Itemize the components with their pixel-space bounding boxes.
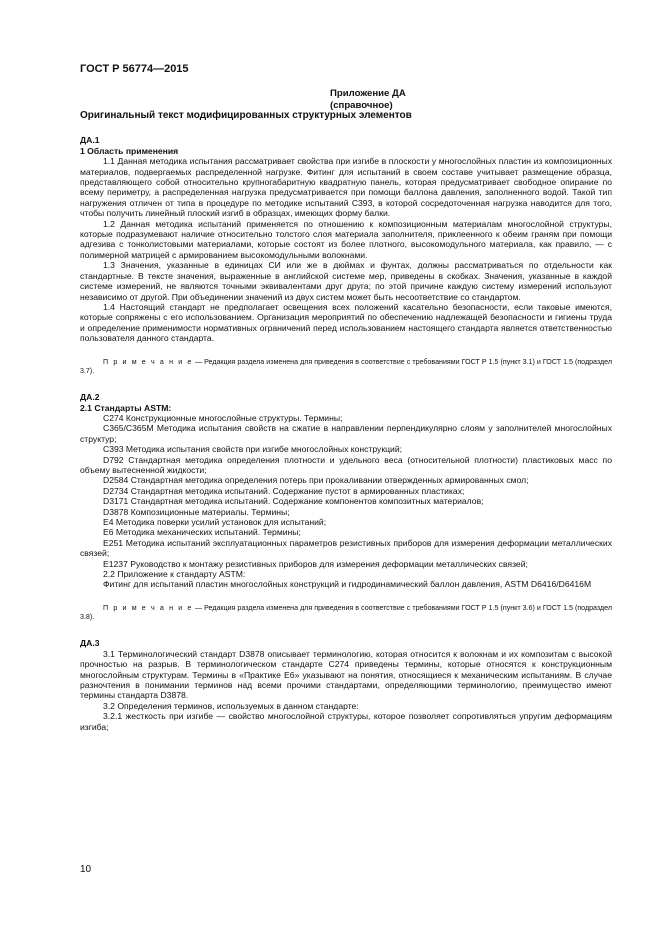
paragraph-1-4: 1.4 Настоящий стандарт не предполагает освещения всех положений касательно безопасности, если таковые имеются, которые сопряжены с его использованием. Организация мероприятий по обеспечению надлежащей безопасности и гигиены труда и определение применимости нормативных ограничений перед использованием настоящего стандарта является ответственностью пользователя данного стандарта. — [80, 301, 612, 344]
list-item: D792 Стандартная методика определения плотности и удельного веса (относительной плотности) пластиковых масс по объему вытесненной жидкости; — [80, 454, 612, 475]
note-da1-label: П р и м е ч а н и е — [103, 357, 193, 366]
page-content — [80, 88, 612, 732]
paragraph-3-2-1: 3.2.1 жесткость при изгибе — свойство многослойной структуры, которое позволяет сопротивляться упругим деформациям изгиба; — [80, 711, 612, 732]
list-item: Е1237 Руководство к монтажу резистивных приборов для измерения деформации металлических связей; — [103, 558, 528, 569]
paragraph-1-3: 1.3 Значения, указанные в единицах СИ или же в дюймах и фунтах, должны рассматриваться по отдельности как стандартные. В тексте значения, выраженные в английской системе мер, приведены в скобках. Значения, указанные в каждой системе измерений, не являются точными эквивалентами друг друга; по этой причине каждую систему измерений используют независимо от другой. При объединении значений из двух систем может быть несоответствие со стандартом. — [80, 260, 612, 302]
list-item: Е251 Методика испытаний эксплуатационных параметров резистивных приборов для измерения деформации металлических связей; — [80, 537, 612, 559]
appendix-title: Приложение ДА — [330, 88, 406, 99]
standard-header: ГОСТ Р 56774—2015 — [80, 63, 189, 75]
section-da1-label: ДА.1 — [80, 135, 100, 146]
list-item: D2584 Стандартная методика определения потерь при прокаливании отвержденных армированных смол; — [103, 475, 529, 486]
paragraph-3-2: 3.2 Определения терминов, используемых в данном стандарте: — [103, 700, 359, 711]
list-item: С365/С365М Методика испытания свойств на сжатие в направлении перпендикулярно слоям у заполнителей многослойных структур; — [80, 423, 612, 444]
list-item: С274 Конструкционные многослойные структуры. Термины; — [103, 412, 343, 423]
list-item: D2734 Стандартная методика испытаний. Содержание пустот в армированных пластиках; — [103, 485, 465, 496]
list-item: Е4 Методика поверки усилий установок для испытаний; — [103, 517, 327, 527]
list-item: 2.2 Приложение к стандарту ASTM: — [103, 569, 246, 580]
paragraph-3-1: 3.1 Терминологический стандарт D3878 описывает терминологию, которая относится к волокнам и их композитам с высокой прочностью на разрыв. В терминологическом стандарте С274 приведены термины, которые относятся к конструкционным многослойным структурам. Термины в «Практике Е6» указывают на понятия, относящиеся к механическим испытаниям. В случае разночтения в понимании терминов над всеми прочими стандартами, определяющими терминологию, преимущество имеют термины стандарта D3878. — [80, 648, 612, 701]
list-item: D3878 Композиционные материалы. Термины; — [103, 506, 290, 517]
list-item: D3171 Стандартная методика испытаний. Содержание компонентов композитных материалов; — [103, 496, 484, 507]
paragraph-1-1: 1.1 Данная методика испытания рассматривает свойства при изгибе в плоскости у многослойных пластин из композиционных материалов, подвергаемых распределенной нагрузке. Фитинг для испытаний в своем составе учитывает размещение образца, представляющего собой относительно крупногабаритную квадратную панель, которая предусматривает свободное опирание по всему периметру, а распределенная нагрузка предусматривается при помощи баллона давления, заполненного водой. Такой тип нагружения отличен от типа в процедуре по методике испытаний С393, в которой сосредоточенная нагрузка наводится для того, чтобы получить линейный плоский изгиб в образцах, имеющих форму балки. — [80, 156, 612, 219]
document-title: Оригинальный текст модифицированных структурных элементов — [80, 110, 412, 121]
note-da1-text: — Редакция раздела изменена для приведения в соответствие с требованиями ГОСТ Р 1.5 (пункт 3.1) и ГОСТ 1.5 (подраздел 3.7). — [80, 357, 612, 375]
list-item: Фитинг для испытаний пластин многослойных конструкций и гидродинамический баллон давления, ASTM D6416/D6416M — [103, 579, 592, 590]
appendix-subtitle: (справочное) — [330, 99, 393, 111]
page-number: 10 — [80, 864, 92, 875]
list-item: Е6 Методика механических испытаний. Термины; — [103, 527, 301, 538]
section-da2-heading: 2.1 Стандарты ASTM: — [80, 402, 172, 413]
section-da1-heading: 1 Область применения — [80, 145, 179, 156]
paragraph-1-2: 1.2 Данная методика испытаний применяется по отношению к композиционным материалам многослойной структуры, которые подразумевают наличие относительно толстого слоя материала заполнителя, приклеенного к обеим граням при помощи адгезива с тонколистовыми материалами, которые состоят из более плотного, высокомодульного материала, как правило, — с полимерной матрицей с армированием высокомодульными волокнами. — [80, 218, 612, 260]
note-da2 — [80, 604, 612, 623]
note-da2-text: — Редакция раздела изменена для приведения в соответствие с требованиями ГОСТ Р 1.5 (пункт 3.6) и ГОСТ 1.5 (подраздел 3.8). — [80, 603, 612, 622]
section-da3-label: ДА.3 — [80, 638, 100, 649]
section-da2-label: ДА.2 — [80, 392, 100, 403]
note-da1 — [80, 358, 612, 377]
list-item: С393 Методика испытания свойств при изгибе многослойных конструкций; — [103, 444, 403, 455]
note-da2-label: П р и м е ч а н и е — [103, 603, 193, 612]
